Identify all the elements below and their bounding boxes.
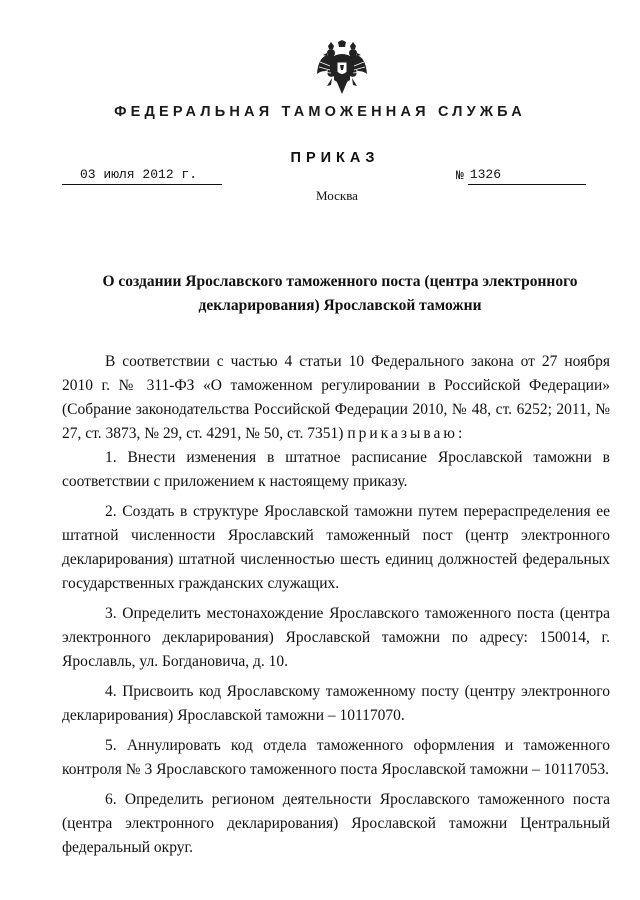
order-word: приказываю: bbox=[347, 425, 466, 442]
order-item-6: 6. Определить регионом деятельности Ярославского таможенного поста (центра электронного декларирования) Ярославской таможни Центральный федеральный округ. bbox=[62, 791, 610, 856]
document-type: ПРИКАЗ bbox=[290, 150, 380, 166]
issuing-city: Москва bbox=[316, 188, 358, 203]
preamble-paragraph bbox=[62, 350, 610, 446]
order-subject bbox=[70, 270, 610, 318]
subject-line-2: декларирования) Ярославской таможни bbox=[198, 297, 482, 314]
order-number-block bbox=[456, 166, 586, 185]
order-item-4: 4. Присвоить код Ярославскому таможенному посту (центру электронного декларирования) Ярославской таможни – 10117070. bbox=[62, 683, 610, 724]
order-date: 03 июля 2012 г. bbox=[62, 166, 222, 185]
order-body bbox=[62, 350, 610, 860]
order-item-1: 1. Внести изменения в штатное расписание Ярославской таможни в соответствии с приложением к настоящему приказу. bbox=[62, 449, 610, 490]
order-item-3: 3. Определить местонахождение Ярославского таможенного поста (центра электронного декларирования) Ярославской таможни по адресу: 150014, г. Ярославль, ул. Богдановича, д. 10. bbox=[62, 605, 610, 670]
order-item-2: 2. Создать в структуре Ярославской таможни путем перераспределения ее штатной численности Ярославский таможенный пост (центр электронного декларирования) штатной численностью шесть единиц должностей федеральных государственных гражданских служащих. bbox=[62, 503, 610, 592]
number-sign: № bbox=[456, 168, 464, 183]
preamble-text: В соответствии с частью 4 статьи 10 Федерального закона от 27 ноября 2010 г. № 311-ФЗ «О таможенном регулировании в Российской Федерации» (Собрание законодательства Российской Федерации 2010, № 48, ст. 6252; 2011, № 27, ст. 3873, № 29, ст. 4291, № 50, ст. 7351) bbox=[62, 353, 610, 442]
russian-eagle-emblem-icon bbox=[316, 40, 368, 98]
agency-name: ФЕДЕРАЛЬНАЯ ТАМОЖЕННАЯ СЛУЖБА bbox=[114, 104, 526, 120]
subject-line-1: О создании Ярославского таможенного поста (центра электронного bbox=[102, 273, 578, 290]
order-item-5: 5. Аннулировать код отдела таможенного оформления и таможенного контроля № 3 Ярославского таможенного поста Ярославской таможни – 10117053. bbox=[62, 737, 610, 778]
order-number: 1326 bbox=[468, 166, 586, 185]
